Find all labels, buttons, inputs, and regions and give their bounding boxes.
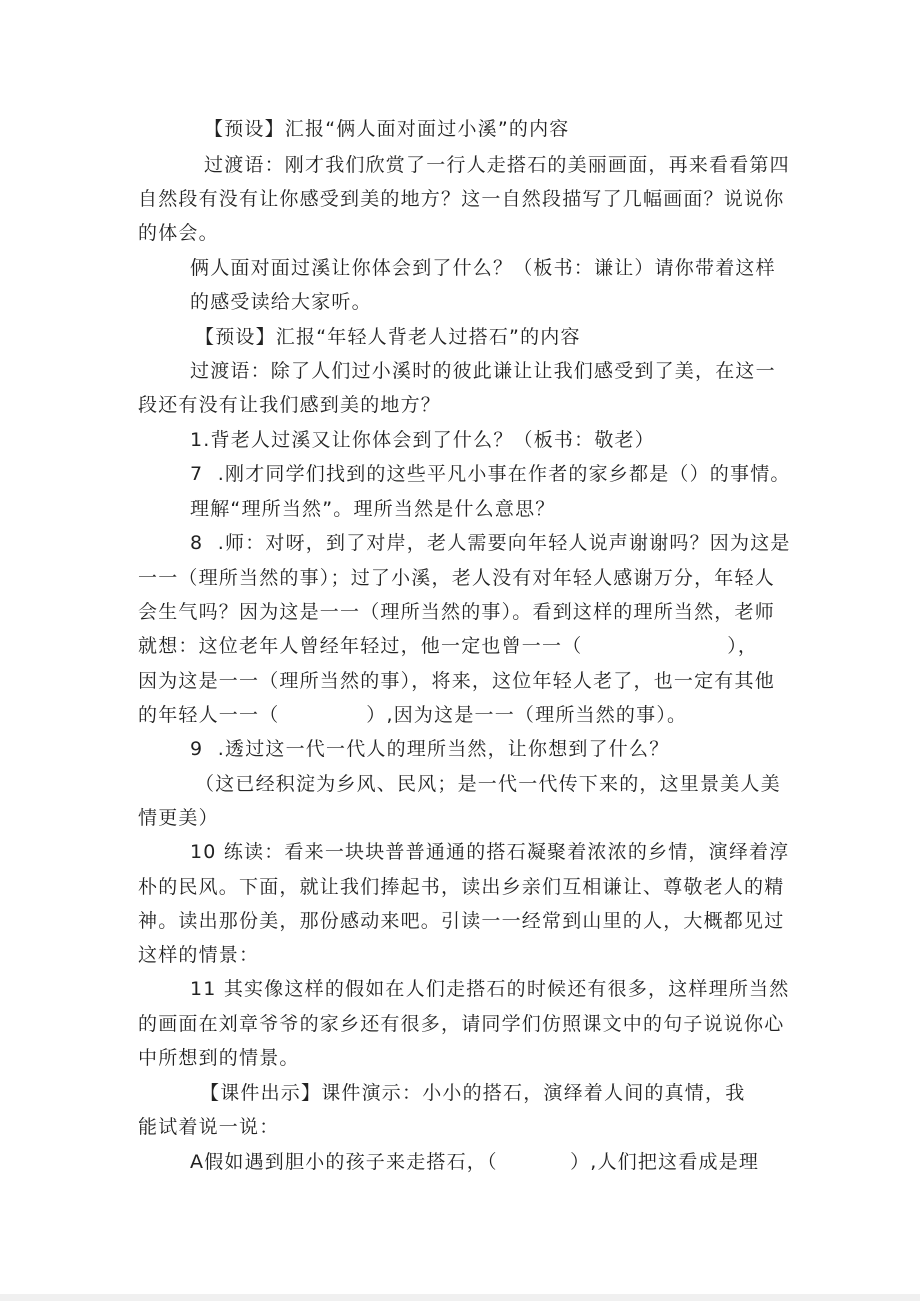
text-line: 这样的情景： bbox=[138, 944, 260, 966]
text-line: 中所想到的情景。 bbox=[138, 1047, 300, 1069]
page-bottom-edge bbox=[0, 1294, 920, 1301]
text-line: 过渡语：刚才我们欣赏了一行人走搭石的美丽画面，再来看看第四 bbox=[204, 154, 790, 176]
text-line: 【预设】汇报“年轻人背老人过搭石”的内容 bbox=[195, 326, 581, 348]
text-line: 的画面在刘章爷爷的家乡还有很多，请同学们仿照课文中的句子说说你心 bbox=[138, 1013, 785, 1035]
text-line: 【课件出示】课件演示：小小的搭石，演绎着人间的真情，我 bbox=[200, 1082, 746, 1104]
text-line: （这已经积淀为乡风、民风；是一代一代传下来的，这里景美人美 bbox=[195, 773, 781, 795]
text-line: 因为这是一一（理所当然的事），将来，这位年轻人老了，也一定有其他 bbox=[138, 670, 775, 692]
text-line: 10 练读：看来一块块普普通通的搭石凝聚着浓浓的乡情，演绎着淳 bbox=[190, 841, 790, 863]
text-line: 11 其实像这样的假如在人们走搭石的时候还有很多，这样理所当然 bbox=[190, 978, 790, 1000]
text-line: 7 .刚才同学们找到的这些平凡小事在作者的家乡都是（）的事情。 bbox=[190, 463, 791, 485]
text-line: 就想：这位老年人曾经年轻过，他一定也曾一一（ ）， bbox=[138, 635, 759, 657]
text-line: 理解“理所当然”。理所当然是什么意思？ bbox=[190, 498, 556, 520]
text-line: 俩人面对面过溪让你体会到了什么？（板书：谦让）请你带着这样 bbox=[190, 257, 776, 279]
text-line: 【预设】汇报“俩人面对面过小溪”的内容 bbox=[204, 118, 570, 140]
text-line: 朴的民风。下面，就让我们捧起书，读出乡亲们互相谦让、尊敬老人的精 bbox=[138, 876, 785, 898]
text-line: 的感受读给大家听。 bbox=[190, 291, 372, 313]
text-line: 神。读出那份美，那份感动来吧。引读一一经常到山里的人，大概都见过 bbox=[138, 910, 785, 932]
text-line: 会生气吗？因为这是一一（理所当然的事）。看到这样的理所当然，老师 bbox=[138, 601, 775, 623]
text-line: 8 .师：对呀，到了对岸，老人需要向年轻人说声谢谢吗？因为这是 bbox=[190, 532, 791, 554]
text-line: 的体会。 bbox=[138, 222, 219, 244]
text-line: 段还有没有让我们感到美的地方？ bbox=[138, 394, 442, 416]
text-line: 1.背老人过溪又让你体会到了什么？（板书：敬老） bbox=[190, 429, 655, 451]
text-line: A假如遇到胆小的孩子来走搭石，（ ）,人们把这看成是理 bbox=[190, 1151, 760, 1173]
text-line: 的年轻人一一（ ）,因为这是一一（理所当然的事）。 bbox=[138, 704, 688, 726]
text-line: 自然段有没有让你感受到美的地方？这一自然段描写了几幅画面？说说你 bbox=[138, 188, 785, 210]
text-line: 情更美） bbox=[138, 807, 219, 829]
text-line: 一一（理所当然的事）；过了小溪，老人没有对年轻人感谢万分，年轻人 bbox=[138, 567, 775, 589]
text-line: 9 .透过这一代一代人的理所当然，让你想到了什么？ bbox=[190, 738, 670, 760]
text-line: 过渡语：除了人们过小溪时的彼此谦让让我们感受到了美，在这一 bbox=[190, 360, 776, 382]
text-line: 能试着说一说： bbox=[138, 1116, 280, 1138]
